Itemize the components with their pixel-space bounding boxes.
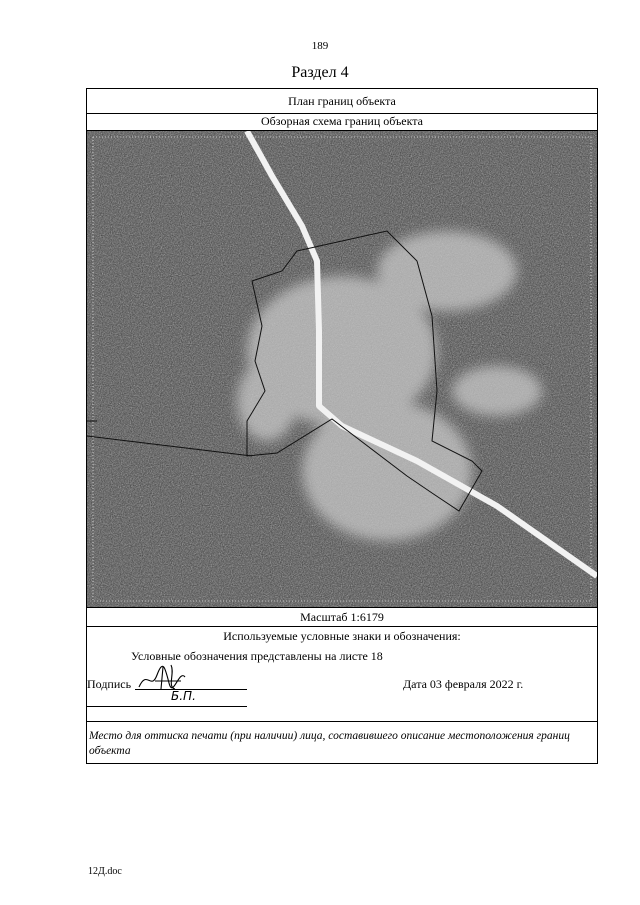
legend-heading: Используемые условные знаки и обозначения: <box>223 629 461 643</box>
signer-initials: Б.П. <box>171 689 196 703</box>
footer-filename: 12Д.doc <box>88 866 122 877</box>
divider <box>87 721 597 722</box>
signature-label: Подпись <box>87 677 132 691</box>
legend-note: Условные обозначения представлены на листе 18 <box>131 649 383 663</box>
seal-note: Место для оттиска печати (при наличии) лица, составившего описание местоположения границ объекта <box>89 730 570 757</box>
document-frame <box>86 88 598 764</box>
page-number: 189 <box>311 40 329 52</box>
clearing-texture <box>87 131 597 607</box>
initials-line <box>87 706 247 707</box>
map-scale: Масштаб 1:6179 <box>87 607 597 627</box>
plan-title: План границ объекта <box>87 89 597 114</box>
aerial-map <box>87 131 597 607</box>
section-title: Раздел 4 <box>291 64 349 81</box>
scheme-title: Обзорная схема границ объекта <box>87 113 597 131</box>
document-date: Дата 03 февраля 2022 г. <box>403 677 524 691</box>
